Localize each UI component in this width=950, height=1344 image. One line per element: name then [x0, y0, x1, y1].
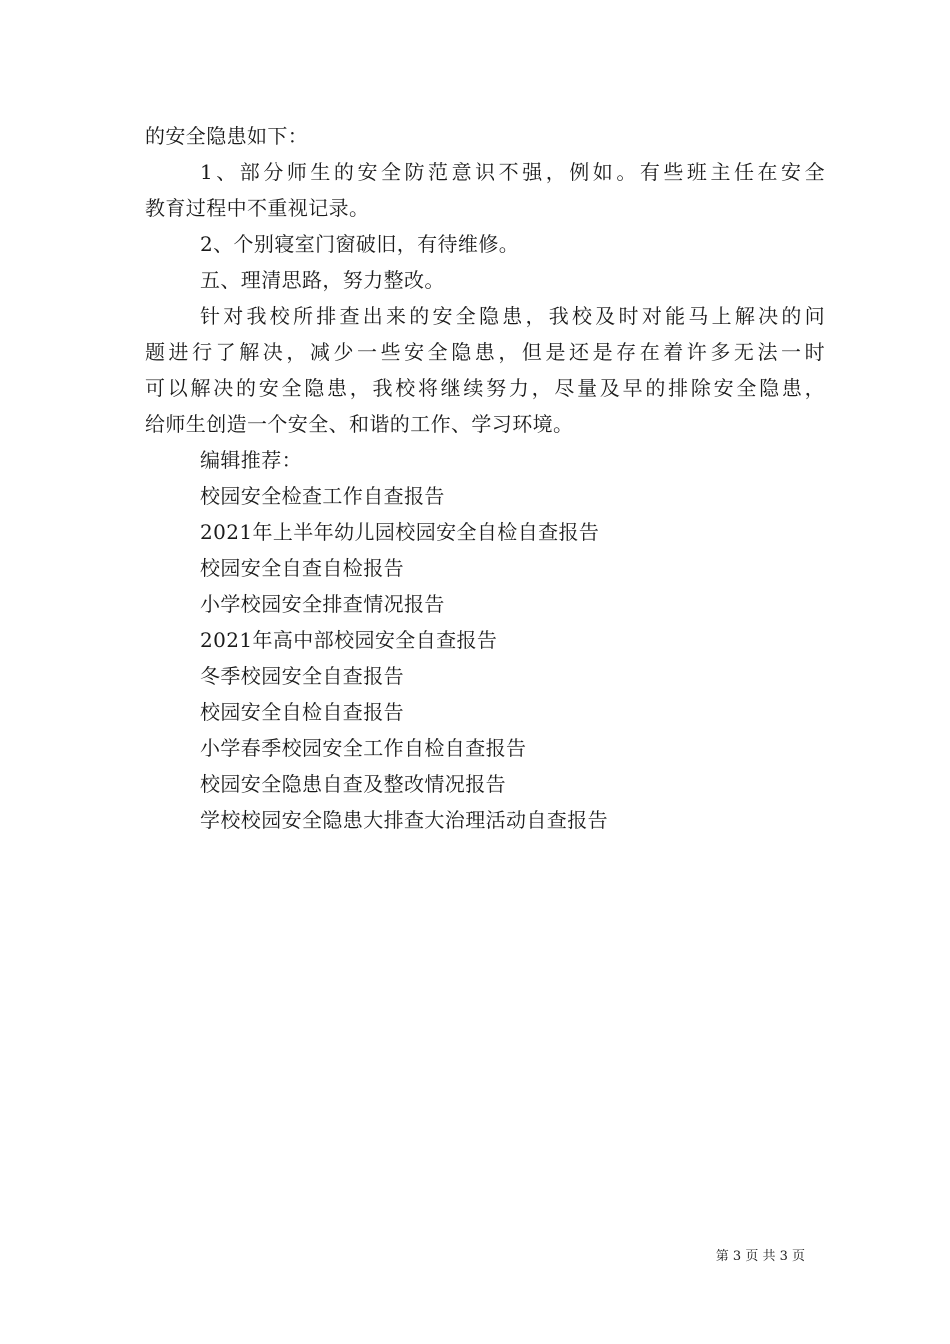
recommendation-link[interactable]: 小学春季校园安全工作自检自查报告	[200, 736, 527, 760]
recommendation-link[interactable]: 校园安全自检自查报告	[200, 700, 404, 724]
paragraph-line: 1、部分师生的安全防范意识不强，例如。有些班主任在安全	[200, 160, 825, 184]
document-body	[145, 118, 825, 838]
paragraph-line: 给师生创造一个安全、和谐的工作、学习环境。	[145, 412, 574, 436]
recommendation-link[interactable]: 冬季校园安全自查报告	[200, 664, 404, 688]
recommendation-link[interactable]: 学校校园安全隐患大排查大治理活动自查报告	[200, 808, 608, 832]
paragraph-line: 针对我校所排查出来的安全隐患，我校及时对能马上解决的问	[200, 304, 825, 328]
recommendation-link[interactable]: 2021年上半年幼儿园校园安全自检自查报告	[200, 520, 600, 544]
recommendation-link[interactable]: 小学校园安全排查情况报告	[200, 592, 445, 616]
paragraph-line: 题进行了解决，减少一些安全隐患，但是还是存在着许多无法一时	[145, 340, 825, 364]
recommendation-link[interactable]: 校园安全检查工作自查报告	[200, 484, 445, 508]
paragraph-line: 教育过程中不重视记录。	[145, 196, 370, 220]
recommendation-link[interactable]: 2021年高中部校园安全自查报告	[200, 628, 498, 652]
paragraph-line: 的安全隐患如下：	[145, 124, 309, 148]
paragraph-line: 可以解决的安全隐患，我校将继续努力，尽量及早的排除安全隐患，	[145, 376, 825, 400]
page-number: 第 3 页 共 3 页	[715, 1249, 805, 1264]
recommend-label: 编辑推荐：	[200, 448, 302, 472]
recommendation-link[interactable]: 校园安全隐患自查及整改情况报告	[200, 772, 506, 796]
section-heading: 五、理清思路，努力整改。	[200, 268, 445, 292]
recommendation-list	[145, 478, 825, 838]
recommendation-link[interactable]: 校园安全自查自检报告	[200, 556, 404, 580]
paragraph-line: 2、个别寝室门窗破旧，有待维修。	[200, 232, 520, 256]
